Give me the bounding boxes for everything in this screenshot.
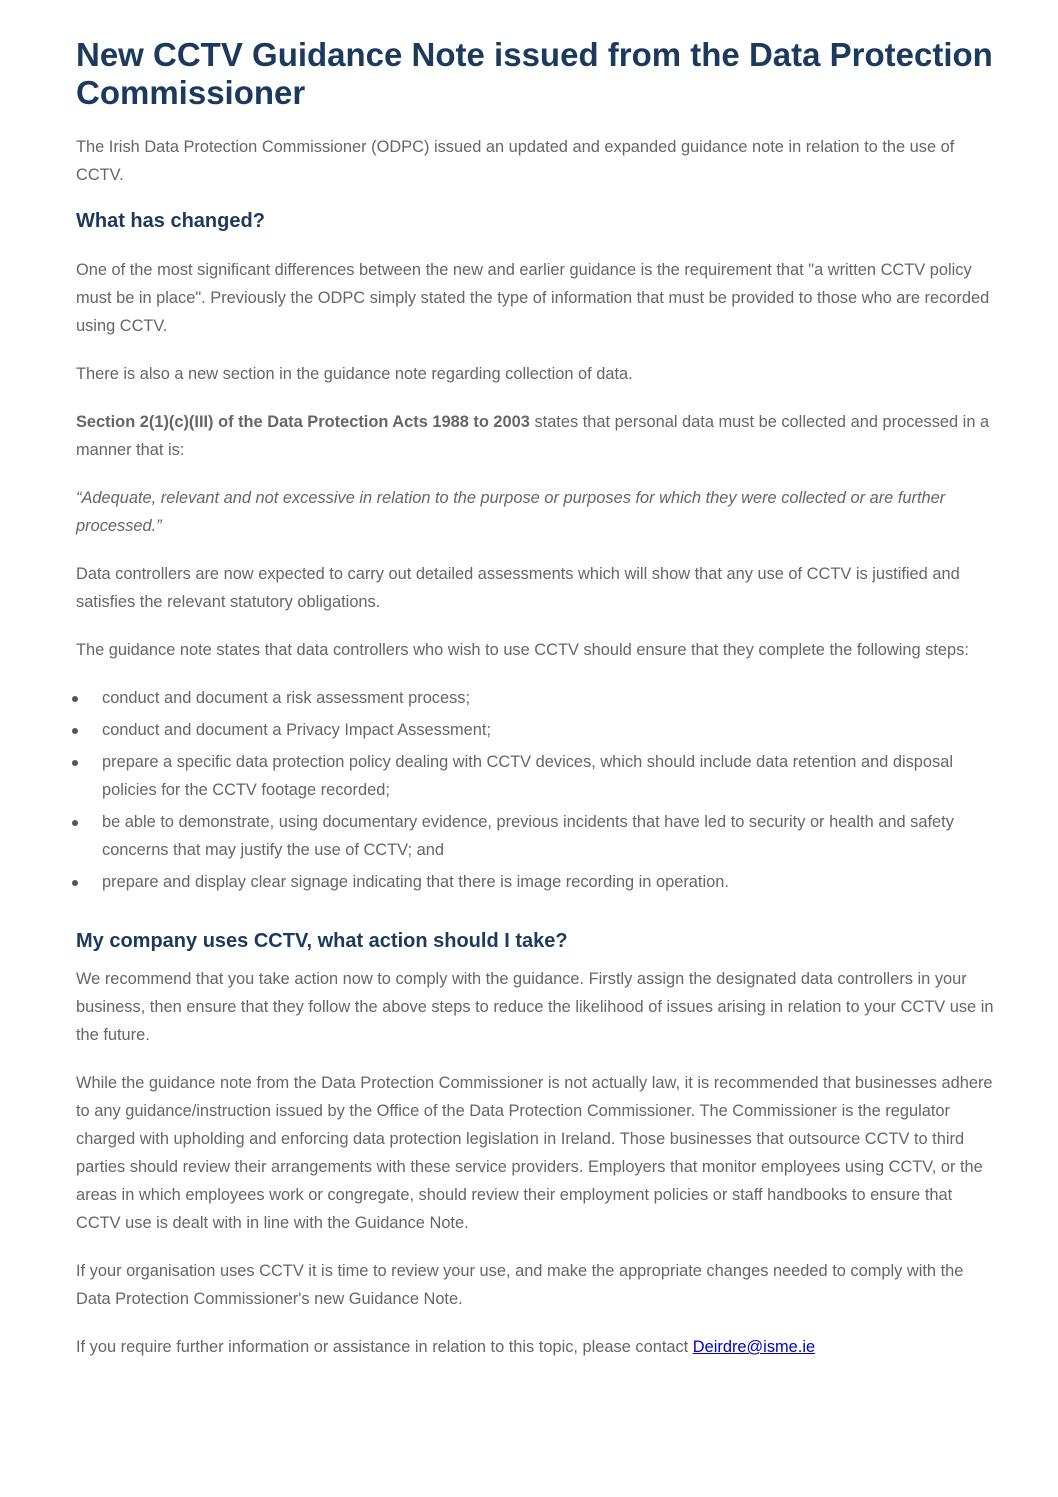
page-title: New CCTV Guidance Note issued from the Data Protection Commissioner [76, 36, 993, 111]
bullet-icon [72, 760, 78, 766]
quote-paragraph: “Adequate, relevant and not excessive in relation to the purpose or purposes for which they were collected or are further processed.” [76, 489, 946, 535]
paragraph-guidance-law: While the guidance note from the Data Protection Commissioner is not actually law, it is recommended that businesses adhere to any guidance/instruction issued by the Office of the Data Protection Commissioner. The Commissioner is the regulator charged with upholding and enforcing data protection legislation in Ireland. Those businesses that outsource CCTV to third parties should review their arrangements with these service providers. Employers that monitor employees using CCTV, or the areas in which employees work or congregate, should review their employment policies or staff handbooks to ensure that CCTV use is dealt with in line with the Guidance Note. [76, 1074, 993, 1232]
paragraph-policy-requirement: One of the most significant differences between the new and earlier guidance is the requirement that "a written CCTV policy must be in place". Previously the ODPC simply stated the type of information that must be provided to those who are recorded using CCTV. [76, 261, 990, 335]
list-item [76, 808, 996, 864]
contact-text: If you require further information or assistance in relation to this topic, please contact [76, 1338, 693, 1356]
paragraph-assessments: Data controllers are now expected to carry out detailed assessments which will show that any use of CCTV is justified and satisfies the relevant statutory obligations. [76, 565, 960, 611]
list-item-text: prepare a specific data protection policy dealing with CCTV devices, which should include data retention and disposal policies for the CCTV footage recorded; [102, 753, 953, 799]
list-item [76, 684, 996, 712]
steps-list [76, 684, 996, 896]
bullet-icon [72, 696, 78, 702]
list-item [76, 748, 996, 804]
list-item-text: conduct and document a risk assessment process; [102, 689, 471, 707]
paragraph-steps-intro: The guidance note states that data controllers who wish to use CCTV should ensure that they complete the following steps: [76, 641, 969, 659]
act-reference: Section 2(1)(c)(III) of the Data Protection Acts 1988 to 2003 [76, 413, 530, 431]
paragraph-new-section: There is also a new section in the guidance note regarding collection of data. [76, 365, 633, 383]
list-item [76, 716, 996, 744]
document-page [76, 36, 996, 1361]
list-item-text: prepare and display clear signage indicating that there is image recording in operation. [102, 873, 729, 891]
bullet-icon [72, 728, 78, 734]
list-item-text: conduct and document a Privacy Impact Assessment; [102, 721, 492, 739]
section-heading-action: My company uses CCTV, what action should I take? [76, 930, 568, 952]
act-reference-rest: states that personal data must be collected and processed in a manner that is: [76, 413, 990, 459]
bullet-icon [72, 880, 78, 886]
paragraph-contact [76, 1333, 996, 1361]
contact-email-link[interactable]: Deirdre@isme.ie [692, 1338, 816, 1356]
intro-paragraph: The Irish Data Protection Commissioner (ODPC) issued an updated and expanded guidance note in relation to the use of CCTV. [76, 138, 955, 184]
paragraph-section-reference [76, 408, 996, 464]
paragraph-recommendation: We recommend that you take action now to comply with the guidance. Firstly assign the designated data controllers in your business, then ensure that they follow the above steps to reduce the likelihood of issues arising in relation to your CCTV use in the future. [76, 970, 994, 1044]
section-heading-what-changed: What has changed? [76, 210, 265, 232]
bullet-icon [72, 820, 78, 826]
list-item-text: be able to demonstrate, using documentary evidence, previous incidents that have led to security or health and safety concerns that may justify the use of CCTV; and [102, 813, 954, 859]
paragraph-review: If your organisation uses CCTV it is time to review your use, and make the appropriate changes needed to comply with the Data Protection Commissioner's new Guidance Note. [76, 1262, 964, 1308]
list-item [76, 868, 996, 896]
